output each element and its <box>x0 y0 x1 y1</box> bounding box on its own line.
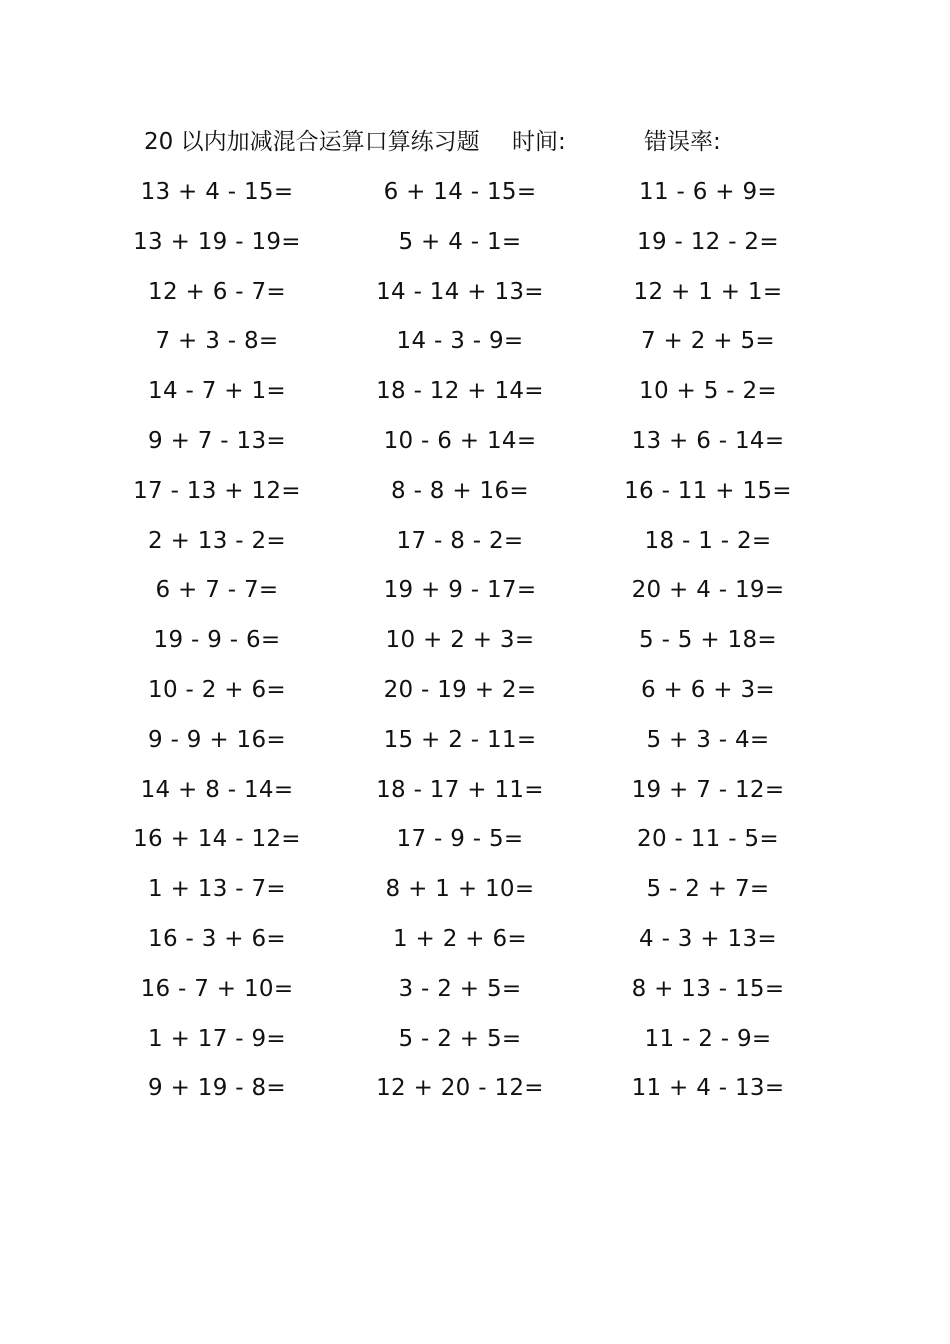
problem-row <box>0 321 950 371</box>
problem-row <box>0 670 950 720</box>
problem-item: 14 - 7 + 1= <box>148 378 286 405</box>
problem-item: 19 - 9 - 6= <box>153 627 281 654</box>
problem-item: 14 - 3 - 9= <box>396 328 524 355</box>
problem-item: 7 + 3 - 8= <box>155 328 279 355</box>
problem-item: 17 - 9 - 5= <box>396 826 524 853</box>
problem-item: 4 - 3 + 13= <box>639 925 777 952</box>
problem-item: 8 - 8 + 16= <box>391 477 529 504</box>
problem-item: 16 - 11 + 15= <box>624 477 792 504</box>
problem-row <box>0 570 950 620</box>
problem-item: 20 - 11 - 5= <box>637 826 779 853</box>
problem-item: 7 + 2 + 5= <box>641 328 775 355</box>
problem-item: 10 - 6 + 14= <box>383 427 537 454</box>
problem-item: 16 - 7 + 10= <box>140 975 294 1002</box>
problem-item: 16 - 3 + 6= <box>148 925 286 952</box>
problem-row <box>0 521 950 571</box>
problem-item: 5 + 3 - 4= <box>646 726 770 753</box>
problem-item: 19 + 7 - 12= <box>631 776 785 803</box>
problem-item: 19 + 9 - 17= <box>383 577 537 604</box>
problem-row <box>0 819 950 869</box>
problem-item: 6 + 14 - 15= <box>383 179 537 205</box>
problem-item: 10 - 2 + 6= <box>148 676 286 703</box>
problem-item: 14 - 14 + 13= <box>376 278 544 305</box>
problem-row <box>0 222 950 272</box>
problem-item: 1 + 2 + 6= <box>393 925 527 952</box>
problem-row <box>0 172 950 222</box>
problem-item: 16 + 14 - 12= <box>133 826 301 853</box>
problem-item: 1 + 13 - 7= <box>148 876 286 903</box>
problem-row <box>0 421 950 471</box>
worksheet-title: 20 以内加减混合运算口算练习题 <box>144 129 480 155</box>
problem-item: 20 - 19 + 2= <box>383 676 537 703</box>
problem-item: 11 + 4 - 13= <box>631 1075 785 1102</box>
problem-item: 8 + 1 + 10= <box>385 876 535 903</box>
problem-item: 9 + 19 - 8= <box>148 1075 286 1102</box>
problem-item: 20 + 4 - 19= <box>631 577 785 604</box>
problem-item: 6 + 6 + 3= <box>641 676 775 703</box>
problem-item: 17 - 8 - 2= <box>396 527 524 554</box>
problem-item: 18 - 12 + 14= <box>376 378 544 405</box>
error-rate-label: 错误率: <box>644 129 721 155</box>
problem-item: 19 - 12 - 2= <box>637 228 779 255</box>
problem-row <box>0 620 950 670</box>
worksheet-header <box>0 124 950 160</box>
problem-row <box>0 919 950 969</box>
problem-item: 17 - 13 + 12= <box>133 477 301 504</box>
problem-row <box>0 371 950 421</box>
problem-item: 18 - 17 + 11= <box>376 776 544 803</box>
problem-item: 18 - 1 - 2= <box>644 527 772 554</box>
problem-row <box>0 1019 950 1069</box>
problem-item: 13 + 6 - 14= <box>631 427 785 454</box>
problem-item: 5 - 5 + 18= <box>639 627 777 654</box>
problem-item: 12 + 1 + 1= <box>633 278 783 305</box>
problem-item: 5 - 2 + 7= <box>646 876 770 903</box>
problem-item: 8 + 13 - 15= <box>631 975 785 1002</box>
problem-item: 9 - 9 + 16= <box>148 726 286 753</box>
problem-row <box>0 1068 950 1118</box>
problem-row <box>0 969 950 1019</box>
problem-item: 15 + 2 - 11= <box>383 726 537 753</box>
problem-row <box>0 272 950 322</box>
problem-grid <box>0 172 950 1118</box>
problem-row <box>0 770 950 820</box>
problem-row <box>0 471 950 521</box>
problem-item: 5 - 2 + 5= <box>398 1025 522 1052</box>
problem-item: 13 + 19 - 19= <box>133 228 301 255</box>
problem-item: 14 + 8 - 14= <box>140 776 294 803</box>
problem-item: 11 - 6 + 9= <box>639 179 777 205</box>
problem-item: 12 + 6 - 7= <box>148 278 286 305</box>
problem-item: 10 + 5 - 2= <box>639 378 777 405</box>
problem-item: 3 - 2 + 5= <box>398 975 522 1002</box>
problem-row <box>0 720 950 770</box>
problem-item: 5 + 4 - 1= <box>398 228 522 255</box>
problem-item: 9 + 7 - 13= <box>148 427 286 454</box>
problem-item: 1 + 17 - 9= <box>148 1025 286 1052</box>
problem-item: 11 - 2 - 9= <box>644 1025 772 1052</box>
problem-row <box>0 869 950 919</box>
problem-item: 6 + 7 - 7= <box>155 577 279 604</box>
problem-item: 13 + 4 - 15= <box>140 179 294 205</box>
problem-item: 10 + 2 + 3= <box>385 627 535 654</box>
problem-item: 12 + 20 - 12= <box>376 1075 544 1102</box>
problem-item: 2 + 13 - 2= <box>148 527 286 554</box>
time-label: 时间: <box>512 129 566 155</box>
